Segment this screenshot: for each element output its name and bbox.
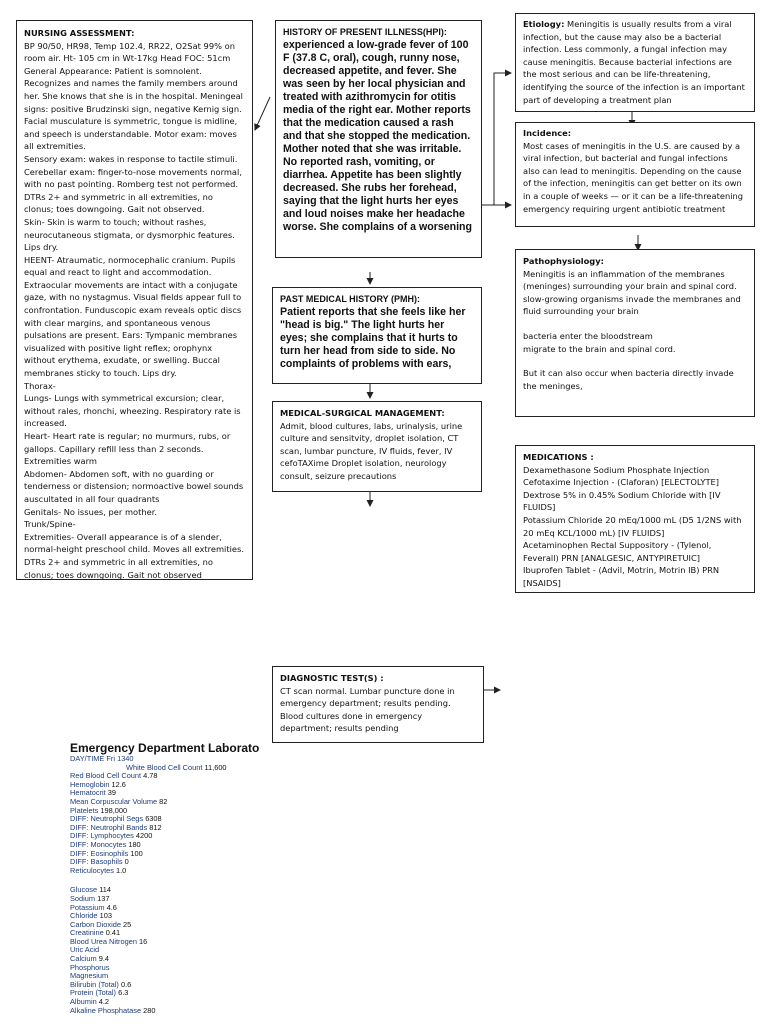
lab-row — [70, 938, 370, 947]
nursing-line: Thorax- — [24, 380, 56, 391]
patho-line: bacteria enter the bloodstream — [523, 330, 653, 341]
lab-value: 180 — [128, 839, 141, 849]
patho-line: migrate to the brain and spinal cord. — [523, 343, 676, 354]
lab-label: Glucose — [70, 885, 98, 895]
lab-group-chemistry — [70, 886, 370, 1015]
patho-line: Meningitis is an inflammation of the membranes (meninges) surrounding your brain and spinal cord. — [523, 268, 737, 292]
lab-row — [70, 955, 370, 964]
pathophysiology-title: Pathophysiology: — [523, 256, 604, 266]
lab-value: 82 — [159, 796, 168, 806]
lab-label: DIFF: Neutrophil Bands — [70, 822, 148, 832]
nursing-line: Heart- Heart rate is regular; no murmurs, rubs, or gallops. Capillary refill less than 2 seconds. Extremities warm — [24, 431, 233, 467]
lab-value: 6308 — [145, 814, 162, 824]
medication-item: Acetaminophen Rectal Suppository - (Tylenol, Feverall) PRN [ANALGESIC, ANTYPIRETUIC] — [523, 540, 715, 563]
lab-label: DIFF: Monocytes — [70, 839, 127, 849]
nursing-line: HEENT- Atraumatic, normocephalic cranium. Pupils equal and react to light and accommodation. Extraocular movements are intact with a conjugate gaze, with no nystagmus. Visual fields appear full to confrontation. Funduscopic exam reveals optic discs with clear margins, and spontaneous venous pulsations are present. Ears: Tympanic membranes visualized with positive light reflex; orophynx without erythema, exudate, or swelling. Buccal membranes sticky to touch. Lips dry. — [24, 254, 244, 379]
lab-label: Reticulocytes — [70, 865, 114, 875]
medication-item: Dexamethasone Sodium Phosphate Injection — [523, 464, 710, 475]
lab-row — [70, 1007, 370, 1016]
nursing-line: Trunk/Spine- — [24, 519, 76, 530]
nursing-line: Lungs- Lungs with symmetrical excursion; clear, without rales, rhonchi, wheezing. Respiratory rate is increased. — [24, 393, 244, 429]
diagnostic-box — [272, 666, 484, 743]
hpi-box — [275, 20, 482, 258]
lab-label: Bilirubin (Total) — [70, 979, 119, 989]
lab-label: White Blood Cell Count — [126, 762, 203, 772]
lab-label: Carbon Dioxide — [70, 919, 121, 929]
lab-value: 0.6 — [120, 979, 132, 989]
diagnostic-text: CT scan normal. Lumbar puncture done in emergency department; results pending. Blood cultures done in emergency department; results pending — [280, 685, 455, 734]
lab-row — [70, 964, 370, 973]
incidence-box — [515, 122, 755, 227]
lab-value: 39 — [107, 788, 117, 798]
nursing-assessment-title: NURSING ASSESSMENT: — [24, 28, 135, 38]
lab-label: Red Blood Cell Count — [70, 771, 142, 781]
lab-value: 0.41 — [105, 928, 121, 938]
medications-title: MEDICATIONS : — [523, 452, 594, 462]
etiology-text: Meningitis is usually results from a viral infection, but the cause may also be a bacterial infection. Less commonly, a fungal infection may cause meningitis. Because bacterial infections are the most serious and can be life-threatening, identifying the source of the infection is an important part of developing a treatment plan — [523, 19, 745, 105]
lab-label: Hemoglobin — [70, 779, 110, 789]
lab-datetime: DAY/TIME Fri 1340 — [70, 754, 134, 763]
medications-box — [515, 445, 755, 593]
etiology-title: Etiology: — [523, 19, 565, 29]
management-box — [272, 401, 482, 492]
nursing-line: Extremities- Overall appearance is of a slender, normal-height preschool child. Moves all extremities. DTRs 2+ and symmetric in all extremities, no clonus; toes downgoing. Gait not observed — [24, 531, 247, 580]
lab-title: Emergency Department Laborato — [70, 741, 260, 755]
lab-row — [70, 904, 370, 913]
lab-label: Magnesium — [70, 971, 109, 981]
hpi-text: experienced a low-grade fever of 100 F (37.8 C, oral), cough, runny nose, decreased appetite, and fever. She was seen by her local physician and treated with azithromycin for otitis media of the right ear. Mother reports that the medication caused a rash and that she stopped the medication. Mother noted that she was irritable. No reported rash, vomiting, or diarrhea. Appetite has been slightly decreased. She rubs her forehead, saying that the light hurts her eyes and loud noises make her headache worse. She complains of a worsening — [283, 39, 472, 233]
lab-label: DIFF: Basophils — [70, 857, 123, 867]
management-title: MEDICAL-SURGICAL MANAGEMENT: — [280, 408, 445, 418]
hpi-to-etiology-arrow — [482, 73, 511, 205]
medication-item: Dextrose 5% in 0.45% Sodium Chloride with [IV FLUIDS] — [523, 489, 724, 513]
nursing-line: Skin- Skin is warm to touch; without rashes, neurocutaneous stigmata, or dysmorphic features. Lips dry. — [24, 216, 238, 253]
lab-label: Protein (Total) — [70, 988, 117, 998]
lab-row — [70, 989, 370, 998]
lab-label: Blood Urea Nitrogen — [70, 936, 137, 946]
nursing-line: DTRs 2+ and symmetric in all extremities, no clonus; toes downgoing. Gait not observed. — [24, 191, 216, 215]
nursing-assessment-box — [16, 20, 253, 580]
lab-group-hematology — [70, 772, 370, 875]
medication-item: Potassium Chloride 20 mEq/1000 mL (D5 1/2NS with 20 mEq KCL/1000 mL) [IV FLUIDS] — [523, 514, 745, 538]
lab-value: 1.0 — [116, 865, 127, 875]
etiology-box — [515, 13, 755, 112]
lab-label: Sodium — [70, 893, 96, 903]
lab-value: 25 — [123, 919, 132, 929]
hpi-to-nursing-arrow — [255, 97, 270, 130]
nursing-line: Sensory exam: wakes in response to tactile stimuli. — [24, 153, 238, 164]
lab-row — [70, 867, 370, 876]
nursing-line: BP 90/50, HR98, Temp 102.4, RR22, O2Sat 99% on room air. Ht- 105 cm in Wt-17kg Head FOC: 51cm — [24, 40, 238, 64]
lab-results-section — [70, 741, 370, 1015]
lab-value: 6.3 — [118, 988, 129, 998]
lab-label: DIFF: Lymphocytes — [70, 831, 134, 841]
lab-label: DIFF: Neutrophil Segs — [70, 814, 144, 824]
pmh-box — [272, 287, 482, 384]
lab-label: Phosphorus — [70, 962, 110, 972]
nursing-line: Genitals- No issues, per mother. — [24, 506, 158, 517]
lab-value: 103 — [99, 911, 112, 921]
patho-line — [523, 355, 747, 367]
nursing-line: Cerebellar exam: finger-to-nose movements normal, with no past pointing. Romberg test not performed. — [24, 166, 245, 190]
lab-row — [70, 946, 370, 955]
lab-label: Mean Corpuscular Volume — [70, 796, 158, 806]
management-text: Admit, blood cultures, labs, urinalysis, urine culture and sensitvity, droplet isolation, CT scan, lumbar puncture, IV fluids, fever, IV cefoTAXime Droplet isolation, neurology consult, seizure precautions — [280, 420, 463, 481]
patho-line — [523, 318, 747, 330]
lab-value: 4.78 — [143, 771, 158, 781]
pmh-text: Patient reports that she feels like her "head is big." The light hurts her eyes; she complains that it hurts to turn her head from side to side. No complaints of problems with ears, — [280, 306, 466, 370]
lab-value: 9.4 — [98, 954, 110, 964]
incidence-text: Most cases of meningitis in the U.S. are caused by a viral infection, but bacterial and fungal infections also can lead to meningitis. Depending on the cause of the infection, meningitis can get better on its own in a couple of weeks — or it can be a life-threatening emergency requiring urgent antibiotic treatment — [523, 140, 744, 214]
lab-value: 12.6 — [111, 779, 126, 789]
hpi-title: HISTORY OF PRESENT ILLNESS(HPI): — [283, 27, 447, 37]
diagnostic-title: DIAGNOSTIC TEST(S) : — [280, 673, 384, 683]
incidence-title: Incidence: — [523, 128, 572, 138]
lab-value: 16 — [139, 936, 148, 946]
nursing-line: General Appearance: Patient is somnolent. Recognizes and names the family members around her. She knows that she is in the hospital. Meningeal signs: positive Brudzinski sign, negative Kernig sign. Facial musculature is symmetric, tongue is midline, and speech is understandable. Motor exam: moves all extremities. — [24, 65, 246, 152]
lab-value: 280 — [143, 1005, 156, 1015]
nursing-line: Abdomen- Abdomen soft, with no guarding or tenderness or distension; normoactive bowel sounds auscultated in all four quadrants — [24, 468, 246, 504]
lab-value: 4.6 — [106, 902, 117, 912]
medication-item: Cefotaxime Injection - (Claforan) [ELECTOLYTE] — [523, 477, 720, 488]
lab-row — [70, 886, 370, 895]
patho-line: But it can also occur when bacteria directly invade the meninges, — [523, 368, 737, 391]
lab-value: 812 — [149, 822, 162, 832]
lab-label: Chloride — [70, 911, 98, 921]
lab-value: 11,600 — [204, 762, 227, 772]
lab-label: Hematocrit — [70, 788, 106, 798]
lab-label: DIFF: Eosinophils — [70, 848, 129, 858]
lab-value: 100 — [130, 848, 143, 858]
lab-label: Uric Acid — [70, 945, 100, 955]
lab-label: Calcium — [70, 954, 97, 964]
patho-line: slow-growing organisms invade the membranes and fluid surrounding your brain — [523, 293, 744, 317]
lab-value: 0 — [124, 857, 129, 867]
medication-item: Ibuprofen Tablet - (Advil, Motrin, Motrin IB) PRN [NSAIDS] — [523, 565, 722, 588]
lab-label: Albumin — [70, 997, 97, 1007]
lab-value: 4.2 — [98, 997, 110, 1007]
pmh-title: PAST MEDICAL HISTORY (PMH): — [280, 294, 421, 304]
lab-value: 198,000 — [100, 805, 128, 815]
lab-label: Alkaline Phosphatase — [70, 1005, 142, 1015]
lab-value: 137 — [97, 893, 110, 903]
lab-value: 4200 — [135, 831, 153, 841]
lab-label: Platelets — [70, 805, 99, 815]
lab-value: 114 — [99, 885, 111, 895]
pathophysiology-box — [515, 249, 755, 417]
lab-label: Creatinine — [70, 928, 104, 938]
lab-label: Potassium — [70, 902, 105, 912]
